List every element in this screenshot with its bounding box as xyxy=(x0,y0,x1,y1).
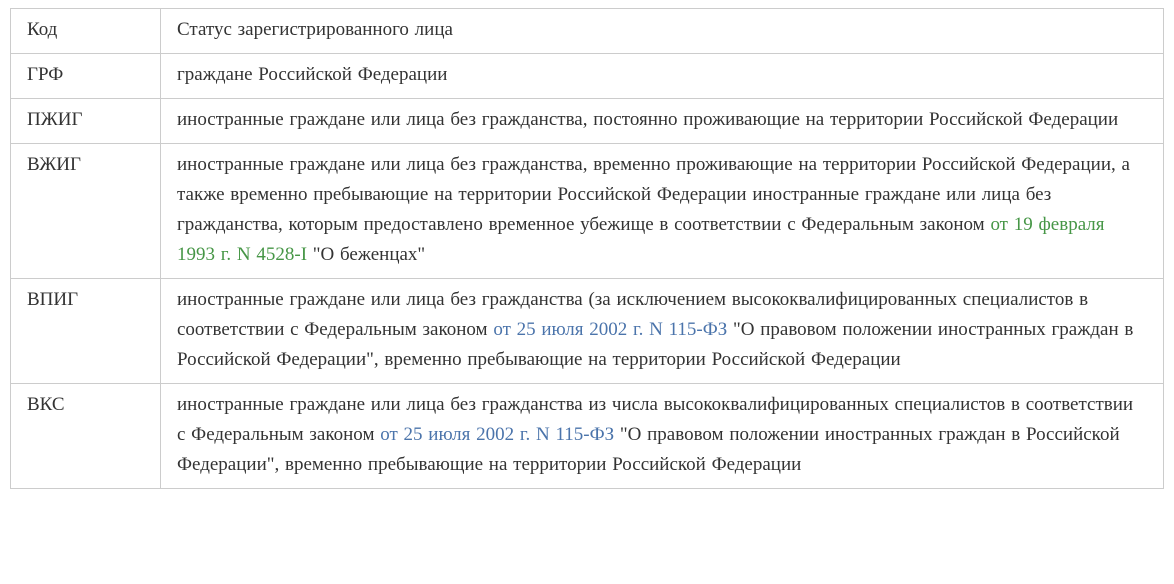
code-cell: ГРФ xyxy=(11,54,161,99)
status-cell xyxy=(161,54,1164,99)
table-row xyxy=(11,99,1164,144)
table-row xyxy=(11,384,1164,489)
status-cell xyxy=(161,144,1164,279)
code-cell: ПЖИГ xyxy=(11,99,161,144)
status-cell xyxy=(161,384,1164,489)
header-cell-status: Статус зарегистрированного лица xyxy=(161,9,1164,54)
code-cell: ВЖИГ xyxy=(11,144,161,279)
law-link[interactable]: от 25 июля 2002 г. N 115-ФЗ xyxy=(493,319,728,340)
status-text: "О правовом положении иностранных граждан в Российской Федерации", временно пребывающие на территории Российской Федерации xyxy=(177,424,1120,475)
status-text: иностранные граждане или лица без гражданства из числа высококвалифицированных специалистов в соответствии с Федеральным законом xyxy=(177,394,1134,445)
code-cell: ВКС xyxy=(11,384,161,489)
status-cell xyxy=(161,279,1164,384)
status-text: иностранные граждане или лица без гражданства, временно проживающие на территории Российской Федерации, а также временно пребывающие на территории Российской Федерации иностранные граждане или лица без гражданства, которым предоставлено временное убежище в соответствии с Федеральным законом xyxy=(177,154,1130,235)
status-text: "О правовом положении иностранных граждан в Российской Федерации", временно пребывающие на территории Российской Федерации xyxy=(177,319,1134,370)
table-row xyxy=(11,54,1164,99)
law-link[interactable]: от 19 февраля 1993 г. N 4528-I xyxy=(177,214,1105,265)
header-cell-code: Код xyxy=(11,9,161,54)
code-cell: ВПИГ xyxy=(11,279,161,384)
status-text: "О беженцах" xyxy=(307,244,426,265)
status-codes-table xyxy=(10,8,1164,489)
status-text: граждане Российской Федерации xyxy=(177,64,448,85)
status-text: иностранные граждане или лица без гражданства, постоянно проживающие на территории Российской Федерации xyxy=(177,109,1119,130)
table-header-row xyxy=(11,9,1164,54)
table-row xyxy=(11,279,1164,384)
status-codes-table-body xyxy=(11,9,1164,489)
table-row xyxy=(11,144,1164,279)
status-text: иностранные граждане или лица без гражданства (за исключением высококвалифицированных специалистов в соответствии с Федеральным законом xyxy=(177,289,1089,340)
law-link[interactable]: от 25 июля 2002 г. N 115-ФЗ xyxy=(380,424,615,445)
status-cell xyxy=(161,99,1164,144)
